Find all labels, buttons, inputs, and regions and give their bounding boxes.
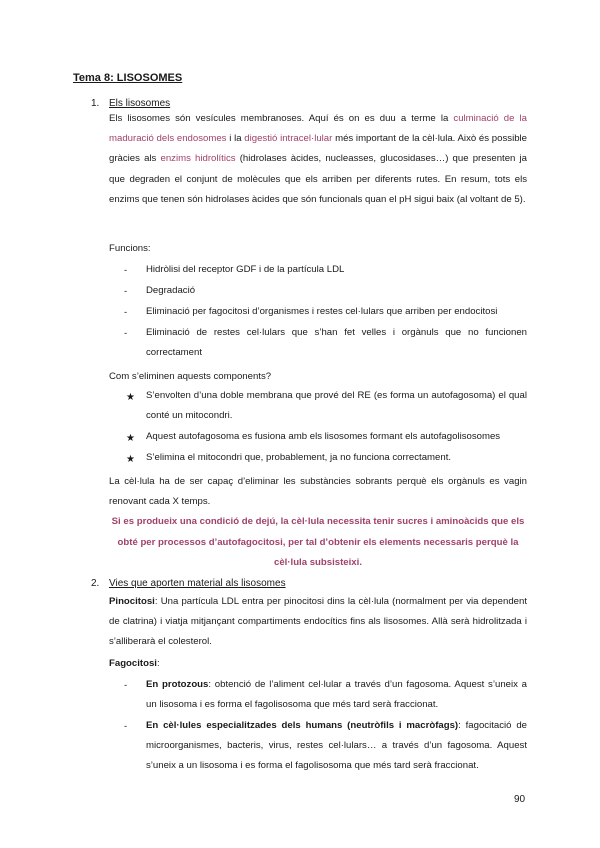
section-title: Els lisosomes — [109, 98, 171, 109]
question-text: Com s’eliminen aquests components? — [109, 371, 272, 382]
item-label: En cèl·lules especialitzades dels humans (neutròfils i macròfags) — [146, 720, 459, 731]
dash-bullet: - — [124, 265, 128, 276]
function-item: Degradació — [146, 285, 196, 296]
intro-text: Els lisosomes són vesícules membranoses. Aquí és on es duu a terme la — [109, 113, 454, 124]
function-item: Eliminació de restes cel·lulars que s’han fet velles i orgànuls que no funcionen correctament — [146, 327, 527, 359]
item-label: En protozous — [146, 679, 209, 690]
pinocitosi-paragraph — [109, 592, 527, 653]
section-title: Vies que aporten material als lisosomes — [109, 578, 286, 589]
step-item: S’envolten d’una doble membrana que prové del RE (es forma un autofagosoma) el qual conté un mitocondri. — [146, 390, 527, 422]
page-number: 90 — [514, 794, 526, 805]
section-number: 1. — [91, 98, 100, 109]
term-text: : — [156, 658, 160, 669]
step-item: S’elimina el mitocondri que, probablement, ja no funciona correctament. — [146, 452, 452, 463]
fagocitosi-label — [109, 658, 160, 669]
star-icon: ★ — [126, 454, 135, 465]
highlight-text: enzims hidrolítics — [160, 153, 236, 165]
section-number: 2. — [91, 578, 100, 589]
callout-line: obté per processos d’autofagocitosi, per tal d’obtenir els elements necessaris perquè la — [117, 537, 519, 548]
callout-line: cèl·lula subsisteixi. — [274, 557, 362, 568]
functions-label: Funcions: — [109, 243, 151, 254]
dash-bullet: - — [124, 328, 128, 339]
star-icon: ★ — [126, 392, 135, 403]
term-text: : Una partícula LDL entra per pinocitosi dins la cèl·lula (normalment per via dependent de clatrina) i viatja mitjançant compartiments endocítics fins als lisosomes. Allà serà hidrolitzada i s’alliberarà el colesterol. — [109, 596, 527, 648]
step-item: Aquest autofagosoma es fusiona amb els lisosomes formant els autofagolisosomes — [146, 431, 501, 442]
item-text: : fagocitació de microorganismes, bacteris, virus, restes cel·lulars… a través d’un fagosoma. Aquest s’uneix a un lisosoma i es forma el fagolisosoma que més tard serà fraccionat. — [146, 720, 527, 772]
intro-text: i la — [226, 133, 245, 145]
item-text: : obtenció de l’aliment cel·lular a través d’un fagosoma. Aquest s’uneix a un lisosoma i es forma el fagolisosoma que més tard serà fraccionat. — [146, 679, 528, 711]
function-item: Hidròlisi del receptor GDF i de la partícula LDL — [146, 264, 345, 275]
highlight-text: digestió intracel·lular — [244, 133, 333, 145]
page-title: Tema 8: LISOSOMES — [73, 72, 183, 84]
fagocitosi-item — [146, 675, 527, 715]
dash-bullet: - — [124, 286, 128, 297]
intro-text: més important de la cèl·lula. Això és possible gràcies als — [109, 133, 527, 165]
function-item: Eliminació per fagocitosi d’organismes i restes cel·lulars que arriben per endocitosi — [146, 306, 498, 317]
dash-bullet: - — [124, 721, 128, 732]
star-icon: ★ — [126, 433, 135, 444]
term-label: Pinocitosi — [109, 596, 155, 607]
dash-bullet: - — [124, 307, 128, 318]
callout-line: Si es produeix una condició de dejú, la cèl·lula necessita tenir sucres i aminoàcids que els — [111, 516, 525, 527]
intro-text: (hidrolases àcides, nucleasses, glucosidases…) que presenten ja que degraden el conjunt de molècules que els arriben per diferents rutes. En resum, tots els enzims que tenen són hidrolases àcides que són funcionals quan el pH sigui baix (al voltant de 5). — [109, 153, 527, 205]
highlight-text: culminació de la maduració dels endosomes — [109, 113, 528, 145]
intro-paragraph — [109, 109, 527, 210]
term-label: Fagocitosi — [109, 658, 157, 669]
dash-bullet: - — [124, 680, 128, 691]
closing-paragraph: La cèl·lula ha de ser capaç d’eliminar les substàncies sobrants perquè els orgànuls es vagin renovant cada X temps. — [109, 476, 527, 508]
fagocitosi-item — [146, 716, 527, 777]
